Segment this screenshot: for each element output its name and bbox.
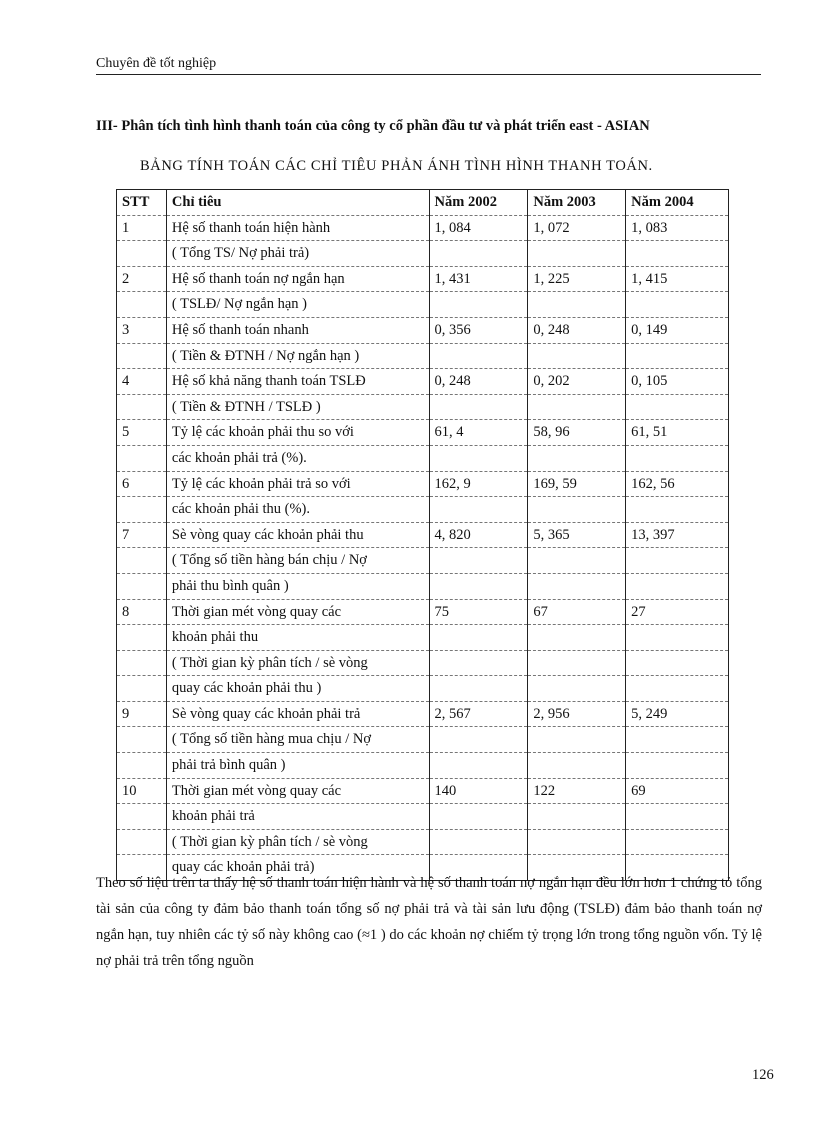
table-cell [117,727,167,753]
table-cell [626,753,729,779]
table-cell [528,445,626,471]
section-title: III- Phân tích tình hình thanh toán của công ty cổ phần đầu tư và phát triển east - ASIAN [96,118,650,134]
table-header-row [117,190,729,216]
table-cell: 0, 149 [626,317,729,343]
table-cell: Tỷ lệ các khoản phải thu so với [166,420,429,446]
table-cell: 0, 105 [626,369,729,395]
table-cell [117,625,167,651]
column-header: Chỉ tiêu [166,190,429,216]
table-row [117,343,729,369]
table-cell [117,343,167,369]
table-cell: Tỷ lệ các khoản phải trả so với [166,471,429,497]
table-cell [429,292,528,318]
page-number: 126 [752,1067,774,1083]
table-cell: 7 [117,522,167,548]
table-row [117,599,729,625]
column-header: Năm 2004 [626,190,729,216]
table-cell: các khoản phải trả (%). [166,445,429,471]
table-cell: các khoản phải thu (%). [166,497,429,523]
table-cell [626,650,729,676]
table-cell: 1 [117,215,167,241]
table-row [117,522,729,548]
table-cell: quay các khoản phải trả) [166,855,429,881]
table-cell: 0, 356 [429,317,528,343]
table-cell [528,548,626,574]
table-row [117,317,729,343]
table-cell: 5, 365 [528,522,626,548]
table-cell: 67 [528,599,626,625]
table-cell [117,241,167,267]
table-cell: Sè vòng quay các khoản phải thu [166,522,429,548]
table-cell: 58, 96 [528,420,626,446]
table-cell: 8 [117,599,167,625]
table-cell [429,753,528,779]
table-cell: 2, 956 [528,701,626,727]
table-cell [117,394,167,420]
table-cell: 1, 084 [429,215,528,241]
table-cell: 1, 225 [528,266,626,292]
table-cell [429,727,528,753]
table-cell: Thời gian mét vòng quay các [166,599,429,625]
table-cell: 140 [429,778,528,804]
table-row [117,676,729,702]
table-cell [528,573,626,599]
table-cell: Hệ số thanh toán hiện hành [166,215,429,241]
table-cell [429,343,528,369]
table-cell [528,650,626,676]
table-row [117,727,729,753]
table-cell [528,394,626,420]
indicators-table [116,189,729,881]
table-cell: 162, 56 [626,471,729,497]
table-cell: ( Tổng số tiền hàng bán chịu / Nợ [166,548,429,574]
table-row [117,292,729,318]
table-row [117,215,729,241]
table-cell [626,573,729,599]
table-row [117,420,729,446]
table-cell: 1, 431 [429,266,528,292]
table-cell: ( Tổng số tiền hàng mua chịu / Nợ [166,727,429,753]
table-cell: 75 [429,599,528,625]
table-cell: 4 [117,369,167,395]
table-cell: 0, 248 [429,369,528,395]
table-cell [626,625,729,651]
table-row [117,573,729,599]
table-cell [429,625,528,651]
table-cell [429,573,528,599]
table-cell [429,394,528,420]
table-row [117,804,729,830]
table-cell [626,394,729,420]
table-cell: 6 [117,471,167,497]
table-cell [528,343,626,369]
header-text: Chuyên đề tốt nghiệp [96,56,217,71]
table-cell: ( Tiền & ĐTNH / Nợ ngắn hạn ) [166,343,429,369]
table-cell: Hệ số thanh toán nhanh [166,317,429,343]
table-cell [117,676,167,702]
table-cell [528,292,626,318]
table-cell [528,676,626,702]
table-cell [626,241,729,267]
table-cell [117,829,167,855]
table-cell [626,292,729,318]
table-row [117,753,729,779]
table-row [117,394,729,420]
table-cell [626,497,729,523]
table-title: BẢNG TÍNH TOÁN CÁC CHỈ TIÊU PHẢN ÁNH TÌNH HÌNH THANH TOÁN. [140,158,653,174]
table-cell [117,804,167,830]
table-cell [626,829,729,855]
table-cell: khoản phải thu [166,625,429,651]
table-cell: 61, 4 [429,420,528,446]
table-cell [429,804,528,830]
page-header [96,56,761,75]
table-cell [626,445,729,471]
table-cell [429,241,528,267]
table-cell [117,548,167,574]
table-cell: 27 [626,599,729,625]
table-cell [626,676,729,702]
table-cell: Sè vòng quay các khoản phải trả [166,701,429,727]
table-row [117,778,729,804]
table-cell [429,548,528,574]
table-row [117,369,729,395]
table-cell: 122 [528,778,626,804]
table-cell [429,445,528,471]
table-cell [117,497,167,523]
table-row [117,241,729,267]
table-cell: 162, 9 [429,471,528,497]
table-cell: ( Thời gian kỳ phân tích / sè vòng [166,650,429,676]
table-cell [429,650,528,676]
table-row [117,548,729,574]
table-cell [117,573,167,599]
table-cell: ( TSLĐ/ Nợ ngắn hạn ) [166,292,429,318]
table-cell: ( Tổng TS/ Nợ phải trả) [166,241,429,267]
table-cell: 1, 083 [626,215,729,241]
table-cell [528,753,626,779]
table-row [117,650,729,676]
table-cell [117,445,167,471]
table-row [117,829,729,855]
table-cell: 5 [117,420,167,446]
table-cell: Thời gian mét vòng quay các [166,778,429,804]
table-row [117,445,729,471]
table-cell [429,676,528,702]
table-cell [528,829,626,855]
table-cell: 61, 51 [626,420,729,446]
table-cell: quay các khoản phải thu ) [166,676,429,702]
table-cell: ( Tiền & ĐTNH / TSLĐ ) [166,394,429,420]
table-cell: 169, 59 [528,471,626,497]
table-cell: Hệ số thanh toán nợ ngắn hạn [166,266,429,292]
table-cell: 0, 202 [528,369,626,395]
table-cell [117,650,167,676]
table-cell: 1, 072 [528,215,626,241]
table-cell [117,292,167,318]
table-cell [626,727,729,753]
table-cell [117,753,167,779]
table-cell [429,497,528,523]
table-cell: 1, 415 [626,266,729,292]
table-cell [528,804,626,830]
table-cell [528,727,626,753]
table-cell: Hệ số khả năng thanh toán TSLĐ [166,369,429,395]
table-cell [626,343,729,369]
table-row [117,497,729,523]
table-cell: 2, 567 [429,701,528,727]
table-cell: phải thu bình quân ) [166,573,429,599]
column-header: Năm 2002 [429,190,528,216]
table-cell: phải trả bình quân ) [166,753,429,779]
table-cell [528,497,626,523]
table-cell [626,804,729,830]
table-cell: khoản phải trả [166,804,429,830]
table-cell: 2 [117,266,167,292]
table-cell [626,548,729,574]
table-cell [528,625,626,651]
table-cell: 3 [117,317,167,343]
body-paragraph: Theo số liệu trên ta thấy hệ số thanh toán hiện hành và hệ số thanh toán nợ ngắn hạn đều lớn hơn 1 chứng tỏ tổng tài sản của công ty đảm bảo thanh toán tổng số nợ phải trả và tài sản lưu động (TSLĐ) đảm bảo thanh toán nợ ngắn hạn, tuy nhiên các tỷ số này không cao (≈1 ) do các khoản nợ chiếm tỷ trọng lớn trong tổng nguồn vốn. Tỷ lệ nợ phải trả trên tổng nguồn [96,875,762,969]
table-cell: 9 [117,701,167,727]
table-cell: 5, 249 [626,701,729,727]
table-cell [429,829,528,855]
table-cell: ( Thời gian kỳ phân tích / sè vòng [166,829,429,855]
column-header: Năm 2003 [528,190,626,216]
table-cell: 69 [626,778,729,804]
table-row [117,625,729,651]
table-row [117,701,729,727]
table-row [117,266,729,292]
table-cell: 4, 820 [429,522,528,548]
table-cell: 10 [117,778,167,804]
table-cell: 0, 248 [528,317,626,343]
table-cell [528,241,626,267]
table-cell: 13, 397 [626,522,729,548]
column-header: STT [117,190,167,216]
table-row [117,471,729,497]
